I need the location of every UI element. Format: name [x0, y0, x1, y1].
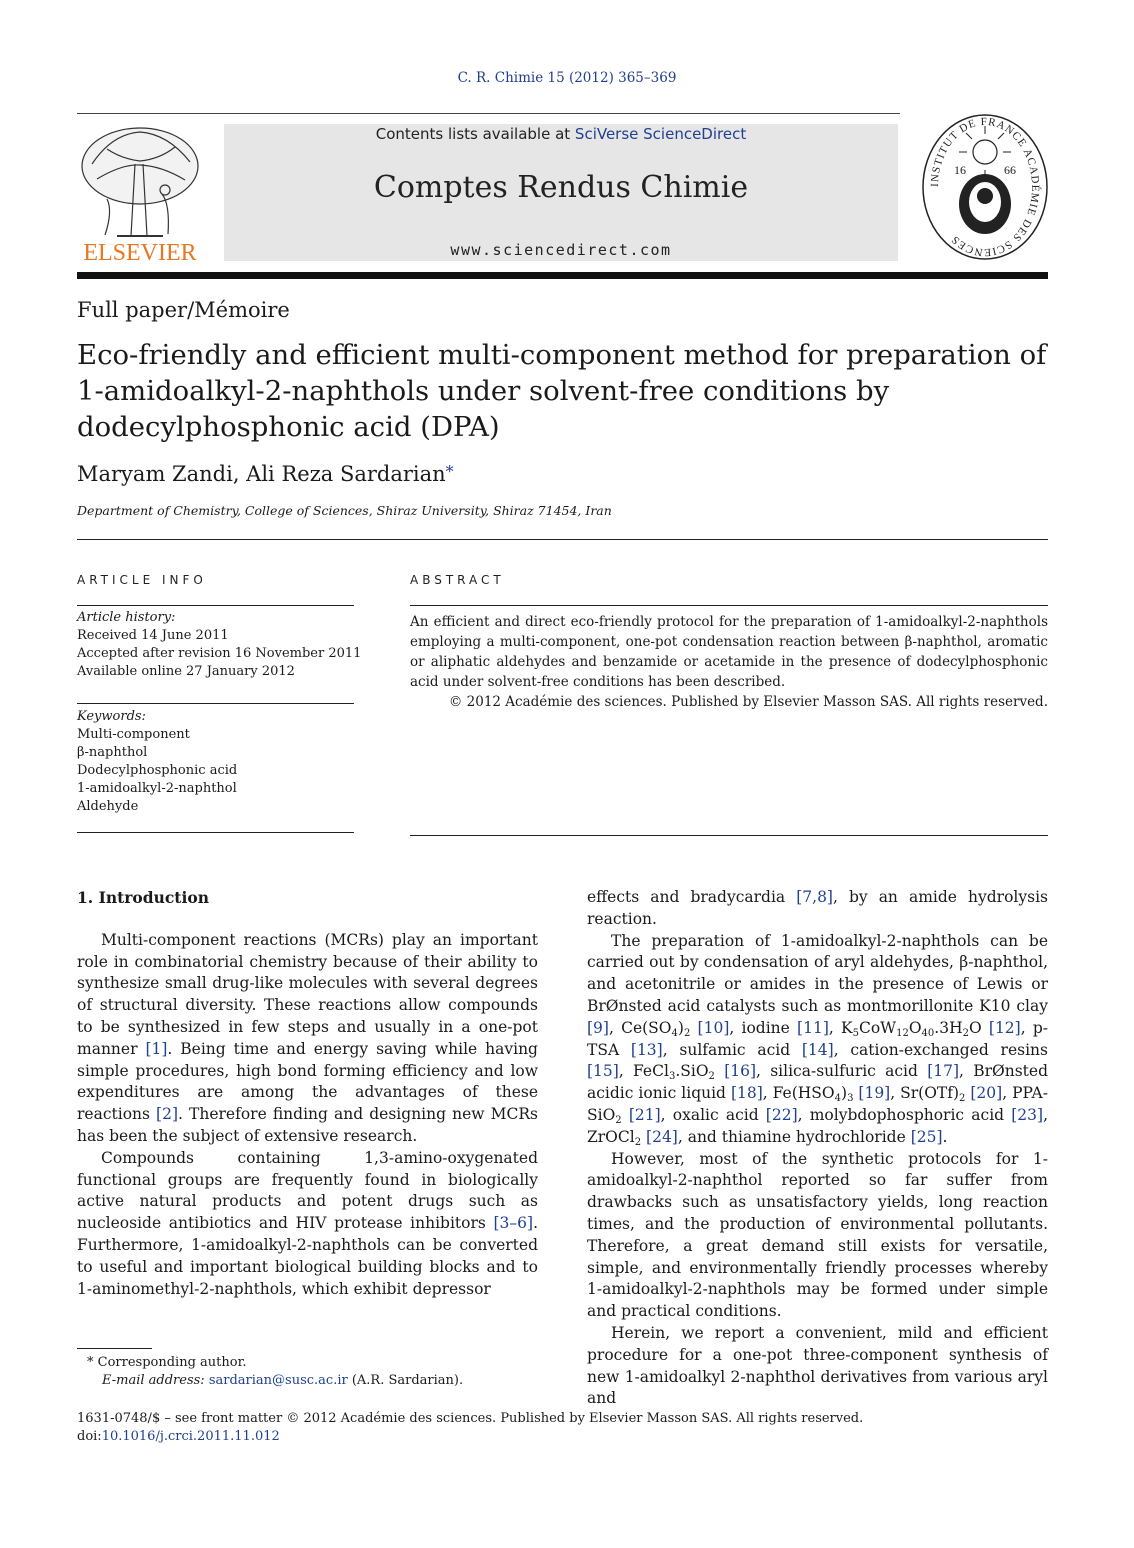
subscript: 5 [852, 1027, 859, 1039]
intro-paragraph-2 [77, 1148, 538, 1301]
text-run: , PPA-SiO [587, 1084, 1048, 1124]
article-history [77, 609, 367, 681]
text-run: , by an amide hydrolysis reaction. [587, 888, 1048, 928]
online-date: Available online 27 January 2012 [77, 664, 295, 679]
header-rule [77, 113, 900, 114]
abstract-bottom-rule [410, 835, 1048, 836]
subscript: 2 [962, 1027, 969, 1039]
footnote-mark: * [87, 1355, 94, 1370]
intro-paragraph-3 [587, 887, 1048, 931]
text-run: .3H [934, 1018, 963, 1037]
abstract [410, 612, 1048, 712]
doi-link[interactable]: 10.1016/j.crci.2011.11.012 [101, 1429, 280, 1444]
subscript: 2 [683, 1027, 691, 1039]
corresponding-author-link[interactable]: * [445, 462, 454, 481]
intro-paragraph-4 [587, 931, 1048, 1149]
ref-link[interactable]: [7,8] [796, 888, 833, 906]
journal-url[interactable]: www.sciencedirect.com [450, 241, 672, 259]
text-run: , oxalic acid [660, 1105, 766, 1124]
elsevier-logo[interactable] [77, 124, 203, 264]
text-run: ) [677, 1018, 684, 1037]
academie-seal-icon [920, 112, 1050, 262]
abstract-text: An efficient and direct eco-friendly protocol for the preparation of 1-amidoalkyl-2-naphthols employing a multi-component, one-pot condensation reaction between β-naphthol, aromatic or aliphatic aldehydes and benzamide or acetamide in the presence of dodecylphosphonic acid under solvent-free conditions has been described. [410, 614, 1048, 690]
text-run: ) [841, 1084, 848, 1103]
text-run: , FeCl [618, 1062, 669, 1081]
subscript: 2 [959, 1093, 966, 1105]
text-run: , molybdophosphoric acid [797, 1105, 1012, 1124]
text-run: , Fe(HSO [762, 1084, 835, 1103]
section-heading-introduction: 1. Introduction [77, 888, 209, 907]
authors: Maryam Zandi, Ali Reza Sardarian [77, 462, 446, 486]
text-run: . [942, 1127, 948, 1146]
footnote-rule [77, 1348, 152, 1349]
text-run: , K [828, 1018, 853, 1037]
subscript: 2 [615, 1114, 622, 1126]
contents-prefix: Contents lists available at [375, 125, 575, 143]
text-run: CoW [858, 1018, 897, 1037]
ref-link[interactable]: [15] [587, 1062, 619, 1081]
abstract-rule [410, 605, 1048, 606]
text-run: . Therefore finding and designing new MCRs has been the subject of extensive research. [77, 1105, 538, 1145]
subscript: 4 [671, 1027, 678, 1039]
ref-link[interactable]: [16] [724, 1062, 757, 1081]
keywords-rule [77, 703, 354, 704]
ref-link[interactable]: [20] [970, 1084, 1003, 1103]
seal-year-right: 66 [1004, 163, 1016, 177]
text-run: , ZrOCl [587, 1105, 1048, 1146]
text-run: .SiO [675, 1062, 709, 1081]
ref-link[interactable]: [2] [156, 1105, 179, 1124]
revised-date: Accepted after revision 16 November 2011 [77, 646, 362, 661]
subscript: 2 [634, 1136, 642, 1148]
paper-type: Full paper/Mémoire [77, 298, 290, 322]
seal-year-left: 16 [954, 163, 966, 177]
subscript: 2 [708, 1071, 715, 1083]
header-thick-rule [77, 272, 1048, 279]
text-run: , BrØnsted acidic ionic liquid [587, 1062, 1048, 1103]
article-info-rule [77, 605, 354, 606]
text-run: . Being time and energy saving while having simple procedures, high bond forming efficiency and low expenditures are among the advantages of these reactions [77, 1039, 538, 1124]
article-info-heading: ARTICLE INFO [77, 573, 207, 587]
footnote-corresponding [77, 1354, 463, 1372]
ref-link[interactable]: [17] [927, 1062, 960, 1081]
text-run: O [908, 1018, 922, 1037]
affiliation: Department of Chemistry, College of Sciences, Shiraz University, Shiraz 71454, Iran [77, 503, 612, 518]
abstract-heading: ABSTRACT [410, 573, 505, 587]
author-line [77, 462, 454, 486]
ref-link[interactable]: [19] [858, 1084, 891, 1103]
elsevier-wordmark: ELSEVIER [83, 240, 197, 264]
text-run: . Furthermore, 1-amidoalkyl-2-naphthols can be converted to useful and important biological building blocks and to 1-aminomethyl-2-naphthols, which exhibit depressor [77, 1214, 538, 1298]
ref-link[interactable]: [14] [801, 1040, 834, 1059]
history-label: Article history: [77, 610, 176, 625]
subscript: 40 [921, 1027, 935, 1039]
doi-line [77, 1428, 863, 1446]
ref-link[interactable]: [22] [765, 1105, 798, 1124]
text-run: , silica-sulfuric acid [756, 1062, 928, 1081]
text-run: , cation-exchanged resins [833, 1040, 1048, 1059]
keyword: Dodecylphosphonic acid [77, 763, 238, 778]
footnote [77, 1354, 463, 1390]
footnote-email [77, 1372, 463, 1390]
text-run: , Ce(SO [608, 1018, 672, 1037]
subscript: 3 [847, 1093, 854, 1105]
ref-link[interactable]: [10] [697, 1018, 730, 1037]
journal-citation[interactable]: C. R. Chimie 15 (2012) 365–369 [457, 70, 677, 86]
keyword: Aldehyde [77, 799, 139, 814]
subscript: 4 [834, 1093, 841, 1105]
doi-label: doi: [77, 1429, 102, 1444]
ref-link[interactable]: [23] [1011, 1105, 1044, 1124]
academie-seal [920, 112, 1050, 262]
keyword: Multi-component [77, 727, 190, 742]
body-column-right [587, 887, 1048, 1410]
section-rule [77, 539, 1048, 540]
issn-line: 1631-0748/$ – see front matter © 2012 Académie des sciences. Published by Elsevier Masson SAS. All rights reserved. [77, 1411, 864, 1426]
page-footer [77, 1410, 863, 1446]
ref-link[interactable]: [24] [646, 1127, 678, 1146]
elsevier-tree-icon [77, 124, 203, 264]
abstract-copyright: © 2012 Académie des sciences. Published by Elsevier Masson SAS. All rights reserved. [448, 694, 1048, 710]
ref-link[interactable]: [25] [910, 1127, 943, 1146]
text-run: Multi-component reactions (MCRs) play an important role in combinatorial chemistry because of their ability to synthesize small drug-like molecules with several degrees of structural diversity. These reactions allow compounds to be synthesized in few steps and usually in a one-pot manner [77, 930, 538, 1058]
contents-line [224, 125, 898, 143]
seal-text: INSTITUT DE FRANCE ACADÉMIE DES SCIENCES [928, 115, 1042, 259]
text-run: effects and bradycardia [587, 888, 797, 906]
ref-link[interactable]: [3–6] [493, 1214, 534, 1233]
keyword: β-naphthol [77, 745, 148, 760]
intro-paragraph-6: Herein, we report a convenient, mild and efficient procedure for a one-pot three-component synthesis of new 1-amidoalkyl 2-naphthol derivatives from various aryl and [587, 1323, 1048, 1408]
ref-link[interactable]: [9] [587, 1018, 609, 1037]
ref-link[interactable]: [1] [145, 1039, 168, 1058]
email-label: E-mail address: [102, 1373, 205, 1388]
text-run: The preparation of 1-amidoalkyl-2-naphthols can be carried out by condensation of aryl aldehydes, β-naphthol, and acetonitrile or amides in the presence of Lewis or BrØnsted acid catalysts such as montmorillonite K10 clay [587, 931, 1048, 1015]
keyword: 1-amidoalkyl-2-naphthol [77, 781, 237, 796]
subscript: 3 [668, 1071, 676, 1083]
keywords-label: Keywords: [77, 709, 146, 724]
sciencedirect-link[interactable]: SciVerse ScienceDirect [574, 125, 747, 143]
subscript: 12 [896, 1027, 909, 1039]
ref-link[interactable]: [11] [797, 1018, 829, 1037]
text-run: Compounds containing 1,3-amino-oxygenated functional groups are frequently found in biologically active natural products and potent drugs such as nucleoside antibiotics and HIV protease inhibitors [77, 1148, 538, 1233]
journal-title[interactable]: Comptes Rendus Chimie [373, 170, 749, 205]
email-link[interactable]: sardarian@susc.ac.ir [208, 1373, 348, 1388]
received-date: Received 14 June 2011 [77, 628, 229, 643]
text-run: O [968, 1018, 989, 1037]
body-column-left [77, 887, 538, 1300]
text-run: , p-TSA [587, 1018, 1049, 1059]
text-run: , sulfamic acid [662, 1040, 802, 1059]
ref-link[interactable]: [21] [628, 1105, 661, 1124]
journal-banner [224, 124, 898, 261]
ref-link[interactable]: [12] [988, 1018, 1021, 1037]
ref-link[interactable]: [18] [730, 1084, 763, 1103]
email-suffix: (A.R. Sardarian). [351, 1373, 464, 1388]
text-run: , iodine [729, 1018, 798, 1037]
text-run: , Sr(OTf) [890, 1084, 960, 1103]
intro-paragraph-5: However, most of the synthetic protocols for 1-amidoalkyl-2-naphthol reported so far suffer from drawbacks such as unsatisfactory yields, long reaction times, and the production of environmental pollutants. Therefore, a great demand still exists for versatile, simple, and environmentally friendly processes whereby 1-amidoalkyl-2-naphthols may be formed under simple and practical conditions. [587, 1149, 1048, 1321]
intro-paragraph-1 [77, 930, 538, 1148]
article-info-bottom-rule [77, 832, 354, 833]
text-run: , and thiamine hydrochloride [677, 1127, 911, 1146]
keywords-block [77, 708, 367, 816]
ref-link[interactable]: [13] [630, 1040, 663, 1059]
article-title: Eco-friendly and efficient multi-component method for preparation of 1-amidoalkyl-2-naphthols under solvent-free conditions by dodecylphosphonic acid (DPA) [77, 339, 1047, 443]
footnote-label: Corresponding author. [97, 1355, 247, 1370]
